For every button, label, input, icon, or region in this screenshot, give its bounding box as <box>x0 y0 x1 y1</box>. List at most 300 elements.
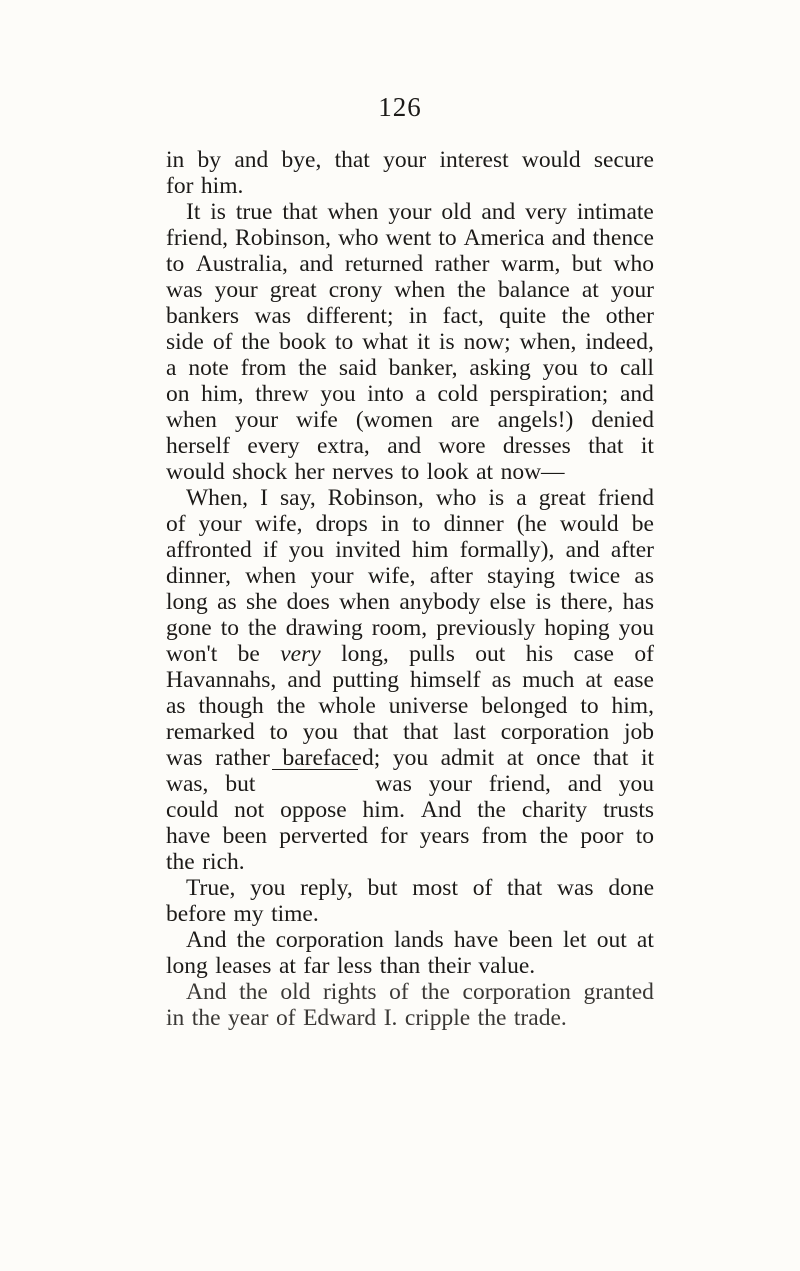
word: last <box>453 719 486 745</box>
word: formally), <box>459 537 555 563</box>
word: their <box>427 953 471 979</box>
word: you <box>618 771 654 797</box>
word: in <box>166 1005 185 1031</box>
word: oppose <box>280 797 347 823</box>
word: himself <box>410 667 481 693</box>
word: him, <box>611 693 654 719</box>
word: the <box>276 693 306 719</box>
word: went <box>385 225 432 251</box>
word: trade. <box>513 1005 567 1031</box>
word: a <box>415 381 426 407</box>
word: the <box>477 797 506 823</box>
word: when <box>339 589 390 615</box>
word: to <box>580 693 599 719</box>
text-line <box>166 745 654 771</box>
word: America <box>463 225 545 251</box>
word: corporation <box>462 979 571 1005</box>
word: in <box>408 303 428 329</box>
word: a <box>166 355 177 381</box>
text-line <box>166 407 654 433</box>
word: him, <box>201 381 244 407</box>
word: old <box>280 979 311 1005</box>
word: him. <box>200 173 244 199</box>
word: is <box>488 485 505 511</box>
word: for <box>166 173 194 199</box>
word: rights <box>322 979 377 1005</box>
word: said <box>338 355 377 381</box>
word: Havannahs, <box>166 667 277 693</box>
word: wife <box>296 407 338 433</box>
word: but <box>367 875 398 901</box>
word: drops <box>315 511 368 537</box>
word: as <box>491 667 512 693</box>
word: the <box>539 823 569 849</box>
text-line <box>166 173 654 199</box>
word: for <box>380 823 408 849</box>
body-text <box>166 147 654 1031</box>
word: done <box>608 875 654 901</box>
word: him <box>411 537 449 563</box>
word: Robinson, <box>235 225 332 251</box>
word: is <box>210 199 226 225</box>
word: banker, <box>388 355 458 381</box>
word: to <box>635 823 654 849</box>
word: your <box>234 407 279 433</box>
word: when <box>166 407 217 433</box>
word: now; <box>463 329 511 355</box>
word: to <box>412 511 431 537</box>
word: your <box>214 277 258 303</box>
word: when, <box>519 329 577 355</box>
word: I. <box>383 1005 398 1031</box>
word: the <box>166 849 195 875</box>
word: fact, <box>442 303 484 329</box>
word: dinner, <box>166 563 231 589</box>
word: was <box>375 771 412 797</box>
word: case <box>573 641 614 667</box>
word: note <box>188 355 229 381</box>
word: would <box>559 511 619 537</box>
word: the <box>239 979 268 1005</box>
word: was <box>254 303 292 329</box>
word: that <box>352 719 389 745</box>
word: extra, <box>316 433 370 459</box>
word: asking <box>469 355 531 381</box>
word: that <box>403 719 439 745</box>
text-line <box>166 771 654 797</box>
word: leases <box>215 953 272 979</box>
word: and <box>287 667 322 693</box>
word: True, <box>186 875 236 901</box>
word: to <box>589 355 609 381</box>
word: you <box>302 719 339 745</box>
word: to <box>220 615 239 641</box>
word: was <box>166 745 203 771</box>
word: your <box>383 147 427 173</box>
word: rather <box>434 251 490 277</box>
word: job <box>623 719 654 745</box>
word: it <box>640 745 654 771</box>
text-line <box>166 719 654 745</box>
word: different; <box>306 303 394 329</box>
word: at <box>278 953 296 979</box>
word: the <box>477 1005 507 1031</box>
word: threw <box>255 381 309 407</box>
word: the <box>247 615 277 641</box>
word: intimate <box>576 199 654 225</box>
word: into <box>367 381 404 407</box>
word: the <box>191 1005 221 1031</box>
word: bye, <box>281 147 322 173</box>
word: interest <box>439 147 509 173</box>
word: And <box>186 927 227 953</box>
word: the <box>457 277 486 303</box>
word: could <box>166 797 219 823</box>
word: granted <box>583 979 654 1005</box>
word: when <box>327 199 379 225</box>
word: my <box>233 901 264 927</box>
text-line <box>166 199 654 225</box>
text-line <box>166 979 654 1005</box>
word: very <box>280 641 321 667</box>
word: and <box>551 225 586 251</box>
word: When, <box>186 485 248 511</box>
word: now— <box>500 459 565 485</box>
text-line <box>166 797 654 823</box>
word: (he <box>516 511 547 537</box>
word: not <box>234 797 265 823</box>
text-line <box>166 953 654 979</box>
word: your <box>388 199 432 225</box>
word: shock <box>232 459 288 485</box>
word: the <box>241 329 271 355</box>
word: less <box>337 953 373 979</box>
word: look <box>426 459 469 485</box>
word: that <box>282 199 318 225</box>
text-line <box>166 459 654 485</box>
word: cold <box>437 381 478 407</box>
word: your <box>610 277 654 303</box>
word: pulls <box>409 641 455 667</box>
text-line <box>166 901 654 927</box>
word: wife, <box>367 563 416 589</box>
word: was <box>166 277 203 303</box>
word: are <box>450 407 480 433</box>
text-line <box>166 563 654 589</box>
word: cripple <box>404 1005 471 1031</box>
word: crony <box>328 277 383 303</box>
word: in <box>166 147 185 173</box>
word: charity <box>521 797 588 823</box>
word: dresses <box>502 433 571 459</box>
word: the <box>236 927 266 953</box>
word: of <box>472 875 493 901</box>
word: secure <box>593 147 654 173</box>
word: poor <box>580 823 624 849</box>
word: long <box>166 953 208 979</box>
word: that <box>593 745 629 771</box>
word: trusts <box>603 797 654 823</box>
word: once <box>536 745 581 771</box>
word: putting <box>332 667 399 693</box>
text-line <box>166 537 654 563</box>
word: bankers <box>166 303 240 329</box>
word: lands <box>394 927 444 953</box>
word: very <box>525 199 567 225</box>
word: far <box>303 953 330 979</box>
word: corporation <box>275 927 384 953</box>
word: your <box>310 563 354 589</box>
word: of <box>275 1005 296 1031</box>
word: does <box>286 589 330 615</box>
word: angels!) <box>497 407 574 433</box>
word: and <box>567 771 602 797</box>
word: long <box>166 589 208 615</box>
word: else <box>489 589 527 615</box>
word: most <box>412 875 458 901</box>
text-line <box>166 147 654 173</box>
word: herself <box>166 433 230 459</box>
word: who <box>338 225 379 251</box>
word: and <box>387 433 422 459</box>
word: indeed, <box>585 329 654 355</box>
word: much <box>522 667 575 693</box>
text-line <box>166 875 654 901</box>
word: friend, <box>488 771 551 797</box>
text-line <box>166 667 654 693</box>
word: after <box>429 563 473 589</box>
word: true <box>235 199 273 225</box>
text-line <box>166 433 654 459</box>
word: years <box>419 823 470 849</box>
word: denied <box>591 407 654 433</box>
word: say, <box>280 485 316 511</box>
word: your <box>198 511 242 537</box>
word: (women <box>355 407 433 433</box>
text-line <box>166 355 654 381</box>
word: wife, <box>254 511 303 537</box>
word: you <box>320 381 356 407</box>
word: would <box>166 459 225 485</box>
word: you <box>250 875 286 901</box>
word: corporation <box>500 719 610 745</box>
word: to <box>401 459 420 485</box>
word: from <box>481 823 528 849</box>
word: And <box>186 979 227 1005</box>
word: was <box>557 875 594 901</box>
word: And <box>420 797 462 823</box>
word: that <box>588 433 624 459</box>
word: friend <box>597 485 654 511</box>
word: twice <box>569 563 621 589</box>
word: and <box>299 251 334 277</box>
word: been <box>222 823 267 849</box>
word: great <box>538 485 586 511</box>
word: book <box>279 329 327 355</box>
text-line <box>166 329 654 355</box>
text-line <box>166 693 654 719</box>
word: on <box>166 381 190 407</box>
text-line <box>166 849 654 875</box>
word: been <box>508 927 553 953</box>
word: have <box>166 823 211 849</box>
word: is <box>535 589 552 615</box>
word: rich. <box>202 849 245 875</box>
word: drawing <box>285 615 363 641</box>
word: was, <box>166 771 209 797</box>
word: perspiration; <box>489 381 609 407</box>
word: and <box>481 199 516 225</box>
word: perverted <box>279 823 368 849</box>
word: in <box>380 511 400 537</box>
word: to <box>335 329 354 355</box>
word: as <box>166 693 186 719</box>
word: long, <box>341 641 389 667</box>
word: she <box>246 589 278 615</box>
word: Australia, <box>195 251 288 277</box>
word: belonged <box>481 693 568 719</box>
word: reply, <box>300 875 353 901</box>
word: his <box>525 641 554 667</box>
word: a <box>516 485 527 511</box>
text-line <box>166 927 654 953</box>
word: if <box>263 537 278 563</box>
text-line <box>166 277 654 303</box>
word: admit <box>440 745 495 771</box>
word: has <box>622 589 654 615</box>
page-number: 126 <box>378 92 422 122</box>
word: old <box>441 199 472 225</box>
word: when <box>394 277 446 303</box>
text-line <box>166 1005 654 1031</box>
word: as <box>217 589 237 615</box>
word: year <box>228 1005 269 1031</box>
word: of <box>634 641 654 667</box>
word: Edward <box>303 1005 377 1031</box>
word: out <box>596 927 627 953</box>
word: at <box>585 667 603 693</box>
word: of <box>166 511 186 537</box>
word: to <box>269 719 288 745</box>
text-line <box>166 823 654 849</box>
word: as <box>634 563 654 589</box>
word: of <box>389 979 409 1005</box>
word: out <box>475 641 506 667</box>
word: there, <box>560 589 614 615</box>
word: rather <box>215 745 270 771</box>
word: than <box>379 953 421 979</box>
text-line <box>166 511 654 537</box>
word: previously <box>436 615 536 641</box>
word: great <box>269 277 317 303</box>
word: remarked <box>166 719 255 745</box>
text-line <box>166 225 654 251</box>
word: after <box>610 537 654 563</box>
word: I <box>260 485 268 511</box>
word: at <box>636 927 654 953</box>
word: before <box>166 901 227 927</box>
word: by <box>197 147 222 173</box>
word: when <box>245 563 297 589</box>
text-line <box>166 641 654 667</box>
word: who <box>435 485 477 511</box>
text-line <box>166 381 654 407</box>
word: you <box>618 615 654 641</box>
word: thence <box>592 225 654 251</box>
word: nerves <box>332 459 394 485</box>
word: from <box>240 355 287 381</box>
word: that <box>507 875 543 901</box>
word: let <box>563 927 587 953</box>
word: that <box>334 147 370 173</box>
word: universe <box>388 693 469 719</box>
word: what <box>362 329 408 355</box>
word: of <box>212 329 233 355</box>
word: to <box>166 251 185 277</box>
word: to <box>438 225 457 251</box>
word: is <box>438 329 455 355</box>
text-line <box>166 615 654 641</box>
word: but <box>225 771 256 797</box>
word: be <box>237 641 260 667</box>
word: and <box>619 381 654 407</box>
word: it <box>416 329 430 355</box>
word: you <box>392 745 429 771</box>
word: him. <box>362 797 405 823</box>
text-line <box>166 303 654 329</box>
text-line <box>166 589 654 615</box>
word: won't <box>166 641 218 667</box>
word: call <box>619 355 654 381</box>
word: every <box>247 433 300 459</box>
word: at <box>506 745 524 771</box>
word: your <box>428 771 472 797</box>
word: other <box>605 303 654 329</box>
word: who <box>613 251 654 277</box>
word: barefaced; <box>282 745 381 771</box>
word: be <box>631 511 654 537</box>
word: have <box>453 927 499 953</box>
word: anybody <box>399 589 481 615</box>
word: it <box>640 433 654 459</box>
word: ease <box>613 667 654 693</box>
word: invited <box>335 537 401 563</box>
word: her <box>294 459 325 485</box>
word: at <box>476 459 494 485</box>
word: It <box>186 199 201 225</box>
em-dash-rule <box>272 769 358 770</box>
word: and <box>234 147 269 173</box>
word: would <box>521 147 581 173</box>
word: returned <box>344 251 424 277</box>
text-line <box>166 485 654 511</box>
word: staying <box>487 563 555 589</box>
word: the <box>561 303 591 329</box>
word: side <box>166 329 204 355</box>
word: quite <box>499 303 547 329</box>
word: you <box>542 355 578 381</box>
word: warm, <box>500 251 561 277</box>
word: you <box>288 537 324 563</box>
word: gone <box>166 615 212 641</box>
word: but <box>571 251 602 277</box>
word: affronted <box>166 537 252 563</box>
word: the <box>298 355 327 381</box>
word: though <box>198 693 264 719</box>
word: hoping <box>544 615 610 641</box>
word: at <box>581 277 599 303</box>
word: Robinson, <box>327 485 424 511</box>
